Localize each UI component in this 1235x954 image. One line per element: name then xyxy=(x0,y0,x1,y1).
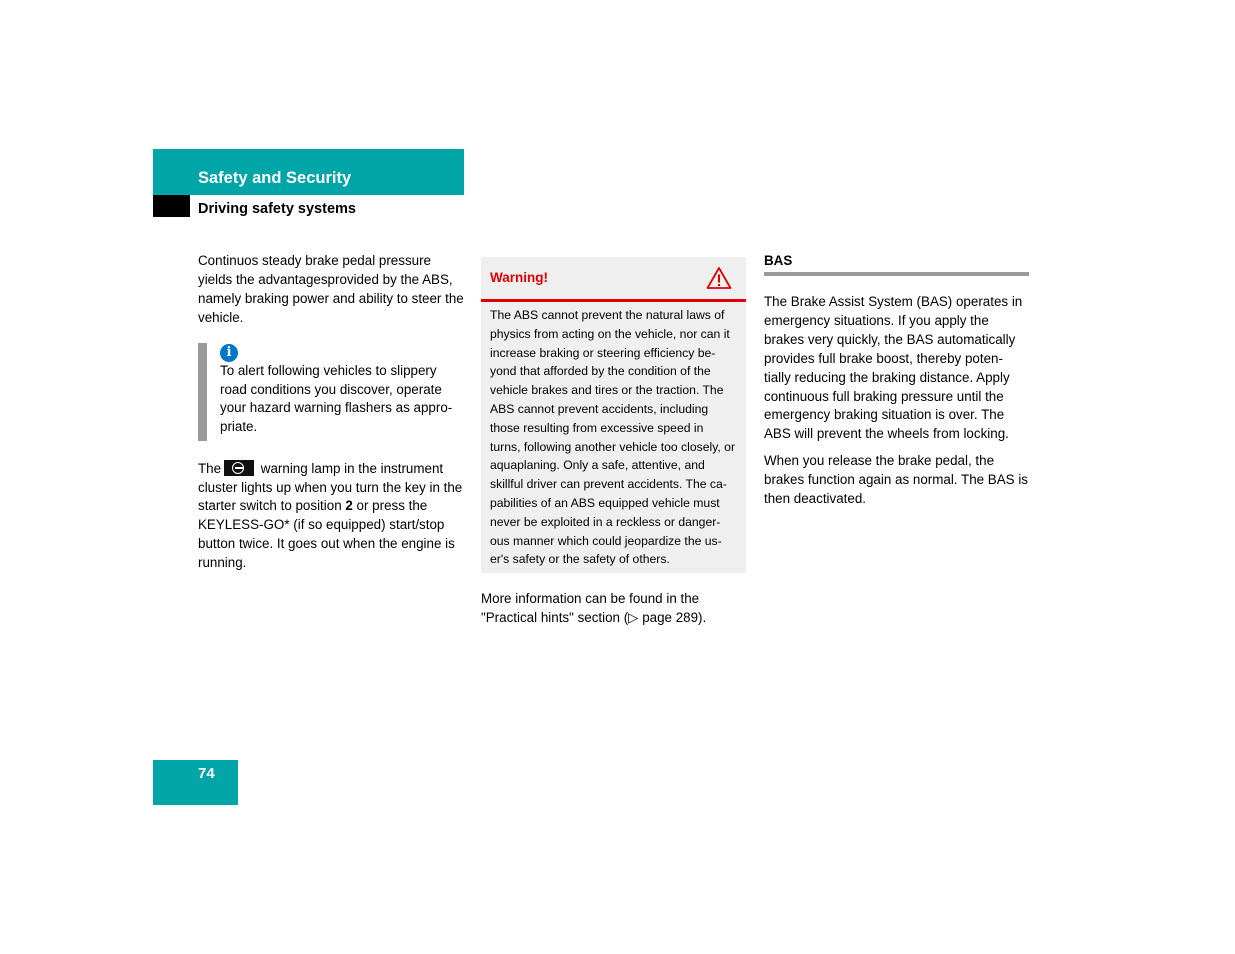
bas-paragraph-1: The Brake Assist System (BAS) operates in emergency situations. If you apply the brakes very quickly, the BAS automatically provides full brake boost, thereby poten-tially reducing the braking distance. Apply continuous full braking pressure until the emergency braking situation is over. The ABS will prevent the wheels from locking. xyxy=(764,294,1023,442)
abs-intro-paragraph: Continuos steady brake pedal pressure yields the advantagesprovided by the ABS, namely braking power and ability to steer the vehicle. xyxy=(198,253,464,325)
section-marker xyxy=(153,195,190,217)
more-info-text: More information can be found in the "Practical hints" section (▷ page 289). xyxy=(481,591,707,625)
left-column xyxy=(198,252,464,573)
lamp-text-end: or press the KEYLESS-GO* (if so equipped) start/stop button twice. It goes out when the engine is running. xyxy=(198,498,455,571)
info-note xyxy=(198,343,464,441)
warning-box xyxy=(481,257,746,573)
warning-lamp-paragraph xyxy=(198,460,464,573)
page-number-box xyxy=(153,760,238,805)
subsection-title: Driving safety systems xyxy=(198,201,356,217)
bas-heading-rule xyxy=(764,272,1029,276)
info-icon: i xyxy=(220,344,238,362)
note-bar xyxy=(198,343,207,441)
warning-triangle-icon xyxy=(706,266,732,290)
more-info-block xyxy=(481,590,747,628)
page-number: 74 xyxy=(198,765,215,782)
section-title: Safety and Security xyxy=(198,169,352,187)
warning-text: The ABS cannot prevent the natural laws of physics from acting on the vehicle, nor can it increase braking or steering efficiency be-yond that afforded by the condition of the vehicle brakes and tires or the traction. The ABS cannot prevent accidents, including those resulting from excessive speed in turns, following another vehicle too closely, or aquaplaning. Only a safe, attentive, and skillful driver can prevent accidents. The ca-pabilities of an ABS equipped vehicle must never be exploited in a reckless or danger-ous manner which could jeopardize the us-er's safety or the safety of others. xyxy=(490,308,736,567)
lamp-text-before: The xyxy=(198,460,222,476)
warning-header xyxy=(481,257,746,302)
info-note-text: To alert following vehicles to slippery road conditions you discover, operate your hazard warning flashers as appro-priate. xyxy=(220,362,453,435)
lamp-text-after: warning lamp in the instrument cluster lights up when you turn the key in the starter switch to position xyxy=(198,460,463,514)
bas-paragraph-2: When you release the brake pedal, the brakes function again as normal. The BAS is then deactivated. xyxy=(764,453,1028,507)
key-position: 2 xyxy=(345,498,353,514)
warning-label: Warning! xyxy=(490,270,548,285)
bas-heading: BAS xyxy=(764,253,793,268)
abs-warning-lamp-icon xyxy=(224,460,254,476)
right-column xyxy=(764,252,1029,509)
